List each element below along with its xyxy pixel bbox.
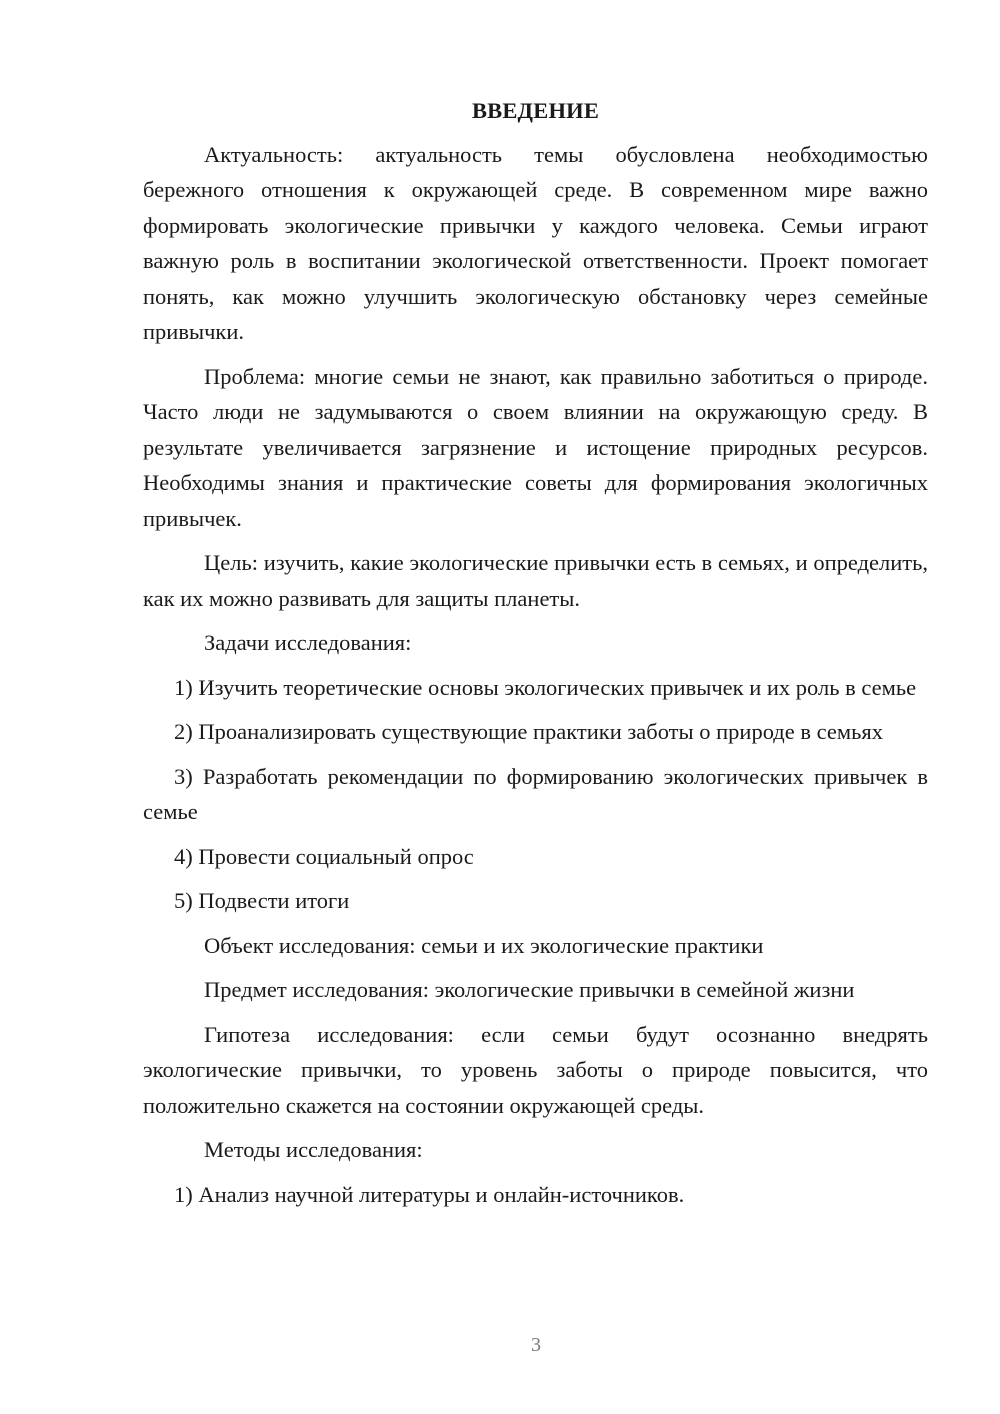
object-paragraph: Объект исследования: семьи и их экологические практики	[204, 932, 764, 958]
tasks-heading: Задачи исследования:	[204, 630, 412, 655]
section-title: ВВЕДЕНИЕ	[471, 98, 600, 123]
task-item: 1) Изучить теоретические основы экологических привычек и их роль в семье	[174, 674, 917, 700]
task-item: 4) Провести социальный опрос	[174, 843, 474, 869]
problem-paragraph: Проблема: многие семьи не знают, как правильно заботиться о природе. Часто люди не задумываются о своем влиянии на окружающую среду. В результате увеличивается загрязнение и истощение природных ресурсов. Необходимы знания и практические советы для формирования экологичных привычек.	[143, 363, 928, 531]
method-item: 1) Анализ научной литературы и онлайн-источников.	[174, 1181, 685, 1207]
hypothesis-paragraph: Гипотеза исследования: если семьи будут осознанно внедрять экологические привычки, то уровень заботы о природе повысится, что положительно скажется на состоянии окружающей среды.	[143, 1021, 928, 1118]
page-number: 3	[531, 1334, 541, 1356]
relevance-paragraph: Актуальность: актуальность темы обусловлена необходимостью бережного отношения к окружающей среде. В современном мире важно формировать экологические привычки у каждого человека. Семьи играют важную роль в воспитании экологической ответственности. Проект помогает понять, как можно улучшить экологическую обстановку через семейные привычки.	[143, 141, 928, 344]
methods-list	[143, 1177, 928, 1213]
subject-paragraph: Предмет исследования: экологические привычки в семейной жизни	[204, 977, 855, 1002]
methods-heading: Методы исследования:	[204, 1137, 423, 1162]
task-item: 5) Подвести итоги	[174, 888, 350, 913]
task-item: 2) Проанализировать существующие практики заботы о природе в семьях	[174, 719, 883, 744]
document-page	[143, 93, 928, 1221]
goal-paragraph: Цель: изучить, какие экологические привычки есть в семьях, и определить, как их можно развивать для защиты планеты.	[143, 550, 928, 611]
task-item: 3) Разработать рекомендации по формированию экологических привычек в семье	[143, 763, 928, 824]
tasks-list	[143, 670, 928, 919]
